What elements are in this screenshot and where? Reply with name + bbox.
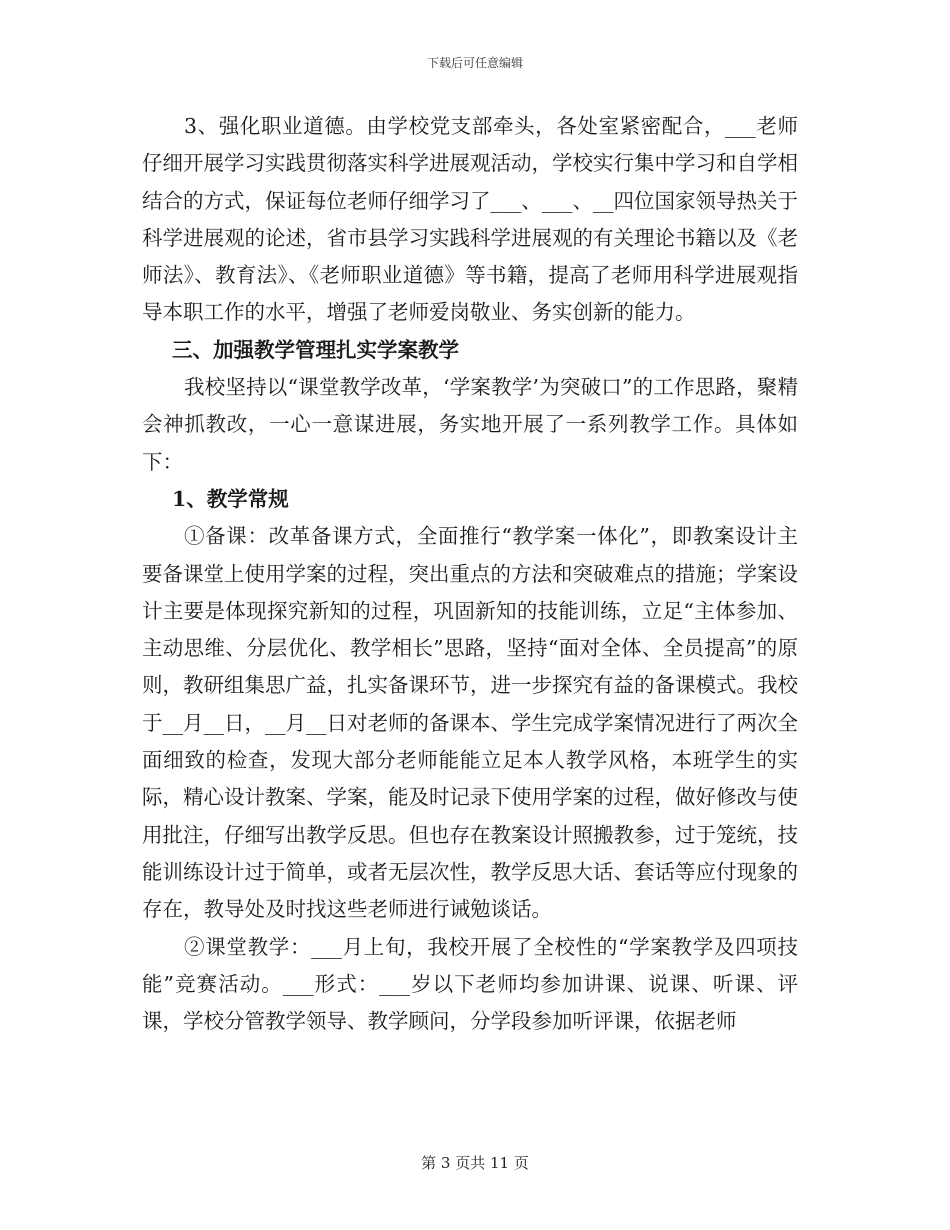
paragraph-professional-ethics: 3、强化职业道德。由学校党支部牵头，各处室紧密配合，___老师仔细开展学习实践贯彻落实科学进展观活动，学校实行集中学习和自学相结合的方式，保证每位老师仔细学习了___、___、__四位国家领导热关于科学进展观的论述，省市县学习实践科学进展观的有关理论书籍以及《老师法》、教育法》、《老师职业道德》等书籍，提高了老师用科学进展观指导本职工作的水平，增强了老师爱岗敬业、务实创新的能力。 bbox=[142, 114, 798, 325]
section-heading-teaching-management: 三、加强教学管理扎实学案教学 bbox=[172, 337, 459, 362]
page-number: 第 3 页共 11 页 bbox=[421, 1154, 529, 1172]
subheading-teaching-routine: 1、教学常规 bbox=[172, 486, 289, 511]
paragraph-teaching-reform: 我校坚持以“课堂教学改革，‘学案教学’为突破口”的工作思路，聚精会神抓教改，一心一意谋进展，务实地开展了一系列教学工作。具体如下： bbox=[142, 375, 798, 474]
document-body bbox=[142, 108, 798, 1040]
paragraph-classroom-teaching: ②课堂教学：___月上旬，我校开展了全校性的“学案教学及四项技能”竞赛活动。___形式：___岁以下老师均参加讲课、说课、听课、评课，学校分管教学领导、教学顾问，分学段参加听评课，依据老师 bbox=[142, 934, 798, 1034]
paragraph-lesson-preparation: ①备课：改革备课方式，全面推行“教学案一体化”，即教案设计主要备课堂上使用学案的过程，突出重点的方法和突破难点的措施；学案设计主要是体现探究新知的过程，巩固新知的技能训练，立足“主体参加、主动思维、分层优化、教学相长”思路，坚持“面对全体、全员提高”的原则，教研组集思广益，扎实备课环节，进一步探究有益的备课模式。我校于__月__日，__月__日对老师的备课本、学生完成学案情况进行了两次全面细致的检查，发现大部分老师能能立足本人教学风格，本班学生的实际，精心设计教案、学案，能及时记录下使用学案的过程，做好修改与使用批注，仔细写出教学反思。但也存在教案设计照搬教参，过于笼统，技能训练设计过于简单，或者无层次性，教学反思大话、套话等应付现象的存在，教导处及时找这些老师进行诫勉谈话。 bbox=[142, 524, 798, 922]
page-header: 下载后可任意编辑 bbox=[426, 56, 523, 70]
